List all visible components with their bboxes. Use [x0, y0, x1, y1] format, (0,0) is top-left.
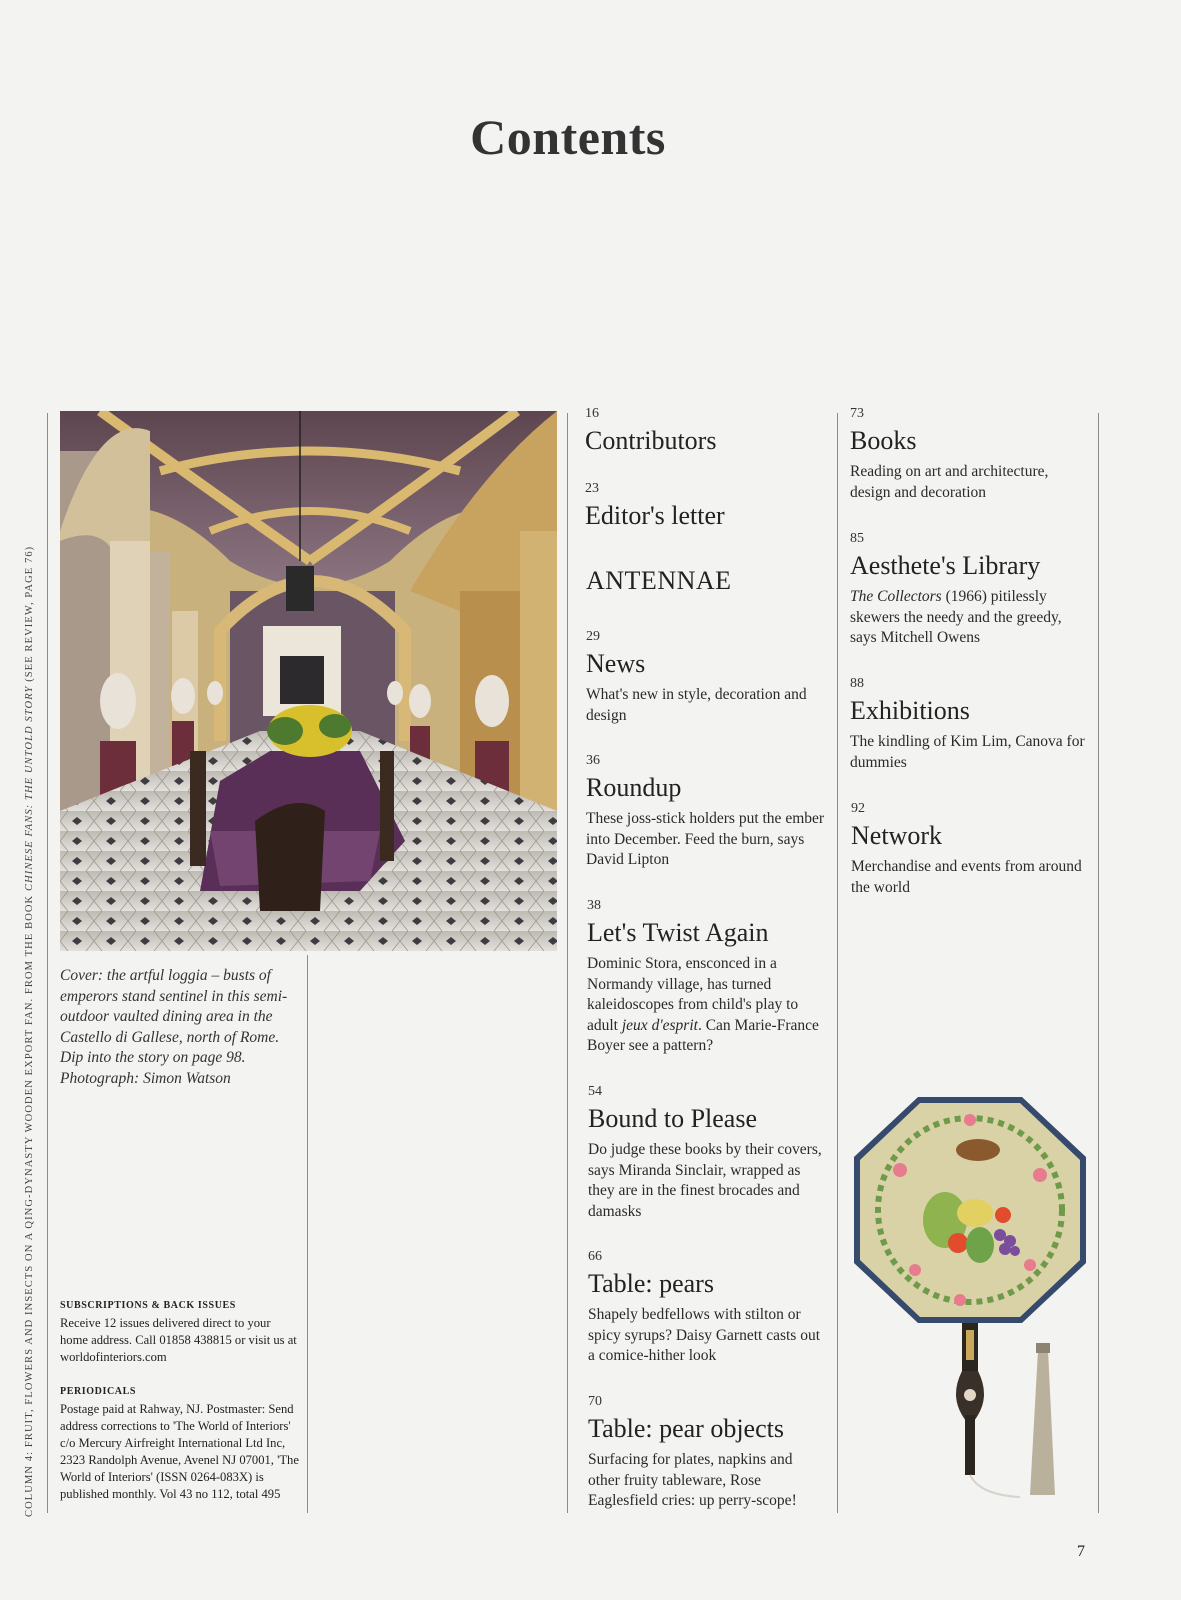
periodicals-text: Postage paid at Rahway, NJ. Postmaster: Send address corrections to 'The World of Interiors' c/o Mercury Airfreight International Ltd Inc, 2323 Randolph Avenue, Avenel NJ 07001, 'The World of Interiors' (ISSN 0264-083X) is published monthly. Vol 43 no 112, total 495 — [60, 1402, 299, 1501]
entry-title: News — [586, 649, 646, 678]
entry-title: Contributors — [585, 426, 717, 455]
entry-books[interactable] — [850, 405, 1090, 503]
entry-page-number: 73 — [850, 406, 864, 421]
entry-description: Reading on art and architecture, design and decoration — [850, 463, 1049, 501]
cover-photo — [60, 411, 557, 951]
entry-exhibitions[interactable] — [850, 675, 1090, 773]
entry-page-number: 88 — [850, 676, 864, 691]
entry-page-number: 36 — [586, 753, 600, 768]
subscriptions-text: Receive 12 issues delivered direct to your home address. Call 01858 438815 or visit us at worldofinteriors.com — [60, 1316, 297, 1364]
entry-table-pear-objects[interactable] — [588, 1393, 828, 1512]
entry-editors-letter[interactable] — [585, 480, 820, 532]
subscriptions-block — [60, 1297, 300, 1366]
page-number: 7 — [1077, 1543, 1085, 1560]
entry-bound-to-please[interactable] — [588, 1083, 828, 1222]
entry-roundup[interactable] — [586, 752, 826, 871]
spine-prefix: COLUMN 4: FRUIT, FLOWERS AND INSECTS ON A QING-DYNASTY WOODEN EXPORT FAN. FROM THE BOOK — [24, 891, 35, 1517]
entry-page-number: 70 — [588, 1394, 602, 1409]
column-rule-mid-1 — [307, 955, 308, 1513]
column-rule-left — [47, 413, 48, 1513]
entry-description-italic: The Collectors — [850, 588, 942, 605]
entry-description-part: (1966) pitilessly skewers the needy and the greedy, says Mitchell Owens — [850, 588, 1062, 646]
section-label-antennae: ANTENNAE — [586, 566, 732, 595]
entry-description-part: . Can Marie-France Boyer see a pattern? — [587, 1016, 819, 1054]
cover-caption: Cover: the artful loggia – busts of emperors stand sentinel in this semi-outdoor vaulted dining area in the Castello di Gallese, north of Rome. Dip into the story on page 98. Photograph: Simon Watson — [60, 967, 288, 1087]
entry-description: Shapely bedfellows with stilton or spicy syrups? Daisy Garnett casts out a comice-hither look — [588, 1306, 821, 1364]
entry-title: Roundup — [586, 773, 682, 802]
entry-page-number: 92 — [851, 801, 865, 816]
entry-news[interactable] — [586, 628, 826, 726]
page-title: Contents — [470, 109, 666, 165]
entry-page-number: 16 — [585, 406, 599, 421]
entry-page-number: 29 — [586, 629, 600, 644]
spine-suffix: (SEE REVIEW, PAGE 76) — [24, 545, 35, 686]
entry-network[interactable] — [851, 800, 1091, 898]
entry-page-number: 66 — [588, 1249, 602, 1264]
entry-description: The kindling of Kim Lim, Canova for dummies — [850, 733, 1085, 771]
entry-description: Do judge these books by their covers, says Miranda Sinclair, wrapped as they are in the finest brocades and damasks — [588, 1141, 822, 1220]
entry-description: Surfacing for plates, napkins and other fruity tableware, Rose Eaglesfield cries: up perry-scope! — [588, 1451, 797, 1509]
entry-title: Editor's letter — [585, 501, 725, 530]
entry-description-part: Dominic Stora, ensconced in a Normandy village, has turned kaleidoscopes from child's play to adult — [587, 955, 799, 1034]
column-rule-mid-2 — [567, 413, 568, 1513]
entry-title: Exhibitions — [850, 696, 970, 725]
entry-title: Bound to Please — [588, 1104, 757, 1133]
entry-title: Let's Twist Again — [587, 918, 769, 947]
entry-title: Table: pear objects — [588, 1414, 784, 1443]
entry-description — [587, 954, 827, 1057]
entry-page-number: 85 — [850, 531, 864, 546]
entry-title: Table: pears — [588, 1269, 714, 1298]
column-rule-right — [1098, 413, 1099, 1513]
entry-description: Merchandise and events from around the world — [851, 858, 1082, 896]
entry-title: Books — [850, 426, 917, 455]
periodicals-block — [60, 1383, 300, 1503]
periodicals-heading: PERIODICALS — [60, 1386, 137, 1397]
entry-title: Aesthete's Library — [850, 551, 1041, 580]
entry-page-number: 54 — [588, 1084, 602, 1099]
entry-page-number: 38 — [587, 898, 601, 913]
entry-page-number: 23 — [585, 481, 599, 496]
entry-title: Network — [851, 821, 942, 850]
entry-table-pears[interactable] — [588, 1248, 828, 1367]
entry-description: What's new in style, decoration and design — [586, 686, 807, 724]
spine-book-title: CHINESE FANS: THE UNTOLD STORY — [24, 685, 35, 892]
entry-lets-twist-again[interactable] — [587, 897, 827, 1057]
subscriptions-heading: SUBSCRIPTIONS & BACK ISSUES — [60, 1300, 236, 1311]
column-rule-mid-3 — [837, 413, 838, 1513]
fan-image — [850, 1095, 1090, 1515]
entry-aesthetes-library[interactable] — [850, 530, 1090, 649]
entry-contributors[interactable] — [585, 405, 820, 457]
entry-description — [850, 587, 1090, 649]
spine-credit — [24, 545, 40, 1517]
entry-description-italic: jeux d'esprit — [621, 1016, 698, 1034]
entry-description: These joss-stick holders put the ember into December. Feed the burn, says David Lipton — [586, 810, 825, 868]
